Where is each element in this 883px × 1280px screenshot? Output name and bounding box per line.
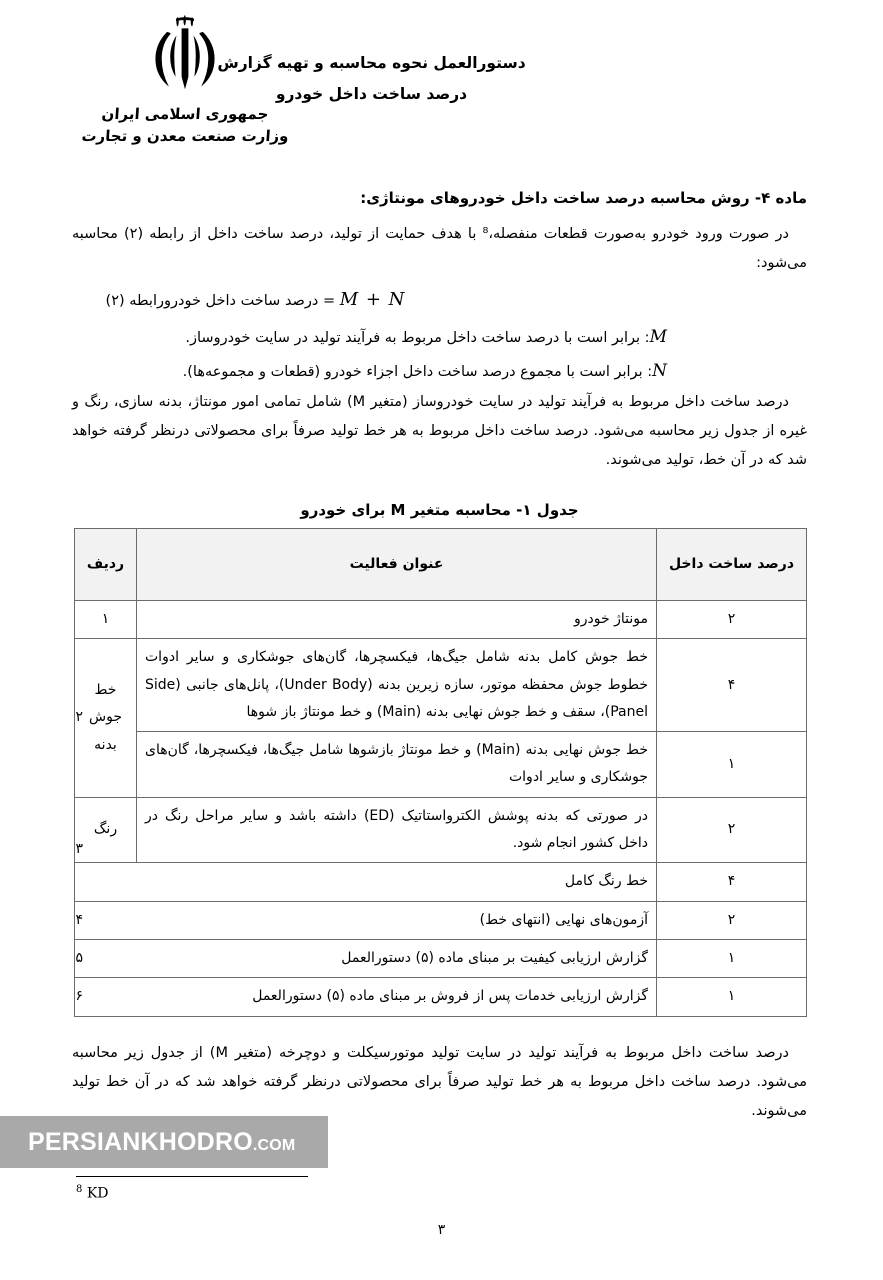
formula-math: M + N (339, 289, 406, 310)
footnote (76, 1184, 109, 1202)
page-header (0, 0, 883, 170)
header-radif: ردیف (75, 529, 137, 601)
cell-activity-group: رنگ (75, 797, 137, 863)
cell-percent: ۴ (657, 639, 807, 732)
page-number: ۳ (437, 1222, 446, 1238)
watermark-suffix: .COM (252, 1136, 296, 1154)
cell-activity-group: خط جوش بدنه (75, 639, 137, 797)
cell-activity: خط جوش نهایی بدنه (Main) و خط مونتاژ بازشوها شامل جیگ‌ها، فیکسچرها، گان‌های جوشکاری و سایر ادوات (137, 732, 657, 798)
table-caption: جدول ۱- محاسبه متغیر M برای خودرو (300, 501, 579, 519)
explanatory-paragraph: درصد ساخت داخل مربوط به فرآیند تولید در سایت خودروساز (متغیر M) شامل تمامی امور مونتاژ، بدنه سازی، رنگ و غیره از جدول زیر محاسبه می‌شود. درصد ساخت داخل مربوط به هر خط تولید صرفاً برای محصولاتی درنظر گرفته خواهد شد که در آن خط، تولید می‌شوند. (72, 394, 807, 468)
m-variable-table (74, 528, 807, 1017)
footnote-separator (76, 1176, 308, 1177)
cell-percent: ۴ (657, 863, 807, 901)
org-name-line2: وزارت صنعت معدن و تجارت (80, 126, 290, 145)
variable-n: N (652, 361, 667, 381)
cell-activity: در صورتی که بدنه پوشش الکترواستاتیک (ED) داشته باشد و سایر مراحل رنگ در داخل کشور انجام شود. (137, 797, 657, 863)
cell-percent: ۲ (657, 797, 807, 863)
footnote-text: KD (86, 1185, 109, 1202)
document-title (0, 48, 883, 110)
table-body (75, 601, 807, 1017)
formula-label: رابطه (۲) (105, 293, 164, 309)
document-title-line2: درصد ساخت داخل خودرو (275, 85, 468, 103)
table-row: ۱ گزارش ارزیابی خدمات پس از فروش بر مبنای ماده (۵) دستورالعمل ۶ (75, 978, 807, 1016)
header-activity: عنوان فعالیت (137, 529, 657, 601)
cell-percent: ۲ (657, 901, 807, 939)
formula-row (72, 282, 807, 318)
definition-n-text: : برابر است با مجموع درصد ساخت داخل اجزاء خودرو (قطعات و مجموعه‌ها). (182, 364, 653, 380)
document-content (0, 186, 883, 1017)
formula-equals: = (322, 293, 336, 309)
cell-percent: ۱ (657, 978, 807, 1016)
cell-activity: خط جوش کامل بدنه شامل جیگ‌ها، فیکسچرها، گان‌های جوشکاری و سایر ادوات خطوط جوش محفظه موتور، سازه زیرین بدنه (Under Body)، پانل‌های جانبی (Side Panel)، سقف و خط جوش نهایی بدنه (Main) و خط مونتاژ باز شوها (137, 639, 657, 732)
watermark-banner (0, 1116, 328, 1168)
cell-percent: ۱ (657, 939, 807, 977)
closing-paragraph: درصد ساخت داخل مربوط به فرآیند تولید در سایت تولید موتورسیکلت و دوچرخه (متغیر M) از جدول زیر محاسبه می‌شود. درصد ساخت داخل مربوط به هر خط تولید صرفاً برای محصولاتی درنظر گرفته خواهد شد که در آن خط تولید می‌شوند. (72, 1044, 807, 1119)
definition-n (72, 354, 807, 388)
table-header-row (75, 529, 807, 601)
cell-percent: ۱ (657, 732, 807, 798)
org-name-line1: جمهوری اسلامی ایران (101, 105, 270, 123)
closing-section (0, 1017, 883, 1126)
cell-activity: آزمون‌های نهایی (انتهای خط) (75, 901, 657, 939)
cell-radif: ۱ (75, 601, 137, 639)
footnote-marker: 8 (76, 1184, 83, 1195)
cell-activity: گزارش ارزیابی کیفیت بر مبنای ماده (۵) دستورالعمل (75, 939, 657, 977)
table-row (75, 732, 807, 798)
watermark-text (28, 1128, 295, 1157)
section-heading: ماده ۴- روش محاسبه درصد ساخت داخل خودروهای مونتاژی: (360, 189, 807, 207)
table-row: ۱ گزارش ارزیابی کیفیت بر مبنای ماده (۵) دستورالعمل ۵ (75, 939, 807, 977)
variable-m: M (649, 327, 667, 347)
header-percent: درصد ساخت داخل (657, 529, 807, 601)
table-row: ۴ خط جوش کامل بدنه شامل جیگ‌ها، فیکسچرها، گان‌های جوشکاری و سایر ادوات خطوط جوش محفظه موتور، سازه زیرین بدنه (Under Body)، پانل‌های جانبی (Side Panel)، سقف و خط جوش نهایی بدنه (Main) و خط مونتاژ باز شوها خط جوش بدنه ۲ (75, 639, 807, 732)
table-row (75, 863, 807, 901)
formula-text: درصد ساخت داخل خودرو (164, 293, 319, 309)
document-title-line1: دستورالعمل نحوه محاسبه و تهیه گزارش (217, 54, 526, 72)
definition-m-text: : برابر است با درصد ساخت داخل مربوط به فرآیند تولید در سایت خودروساز. (185, 330, 650, 346)
table-row (75, 601, 807, 639)
watermark-main: PERSIANKHODRO (28, 1127, 253, 1156)
intro-paragraph: در صورت ورود خودرو به‌صورت قطعات منفصله،⁸ با هدف حمایت از تولید، درصد ساخت داخل از رابطه (۲) محاسبه می‌شود: (72, 226, 807, 271)
definition-m (72, 320, 807, 354)
table-row: ۲ در صورتی که بدنه پوشش الکترواستاتیک (ED) داشته باشد و سایر مراحل رنگ در داخل کشور انجام شود. رنگ ۳ (75, 797, 807, 863)
cell-activity: خط رنگ کامل (75, 863, 657, 901)
table-header (75, 529, 807, 601)
formula-expression (164, 282, 405, 318)
cell-percent: ۲ (657, 601, 807, 639)
cell-activity: مونتاژ خودرو (137, 601, 657, 639)
table-row: ۲ آزمون‌های نهایی (انتهای خط) ۴ (75, 901, 807, 939)
cell-activity: گزارش ارزیابی خدمات پس از فروش بر مبنای ماده (۵) دستورالعمل (75, 978, 657, 1016)
